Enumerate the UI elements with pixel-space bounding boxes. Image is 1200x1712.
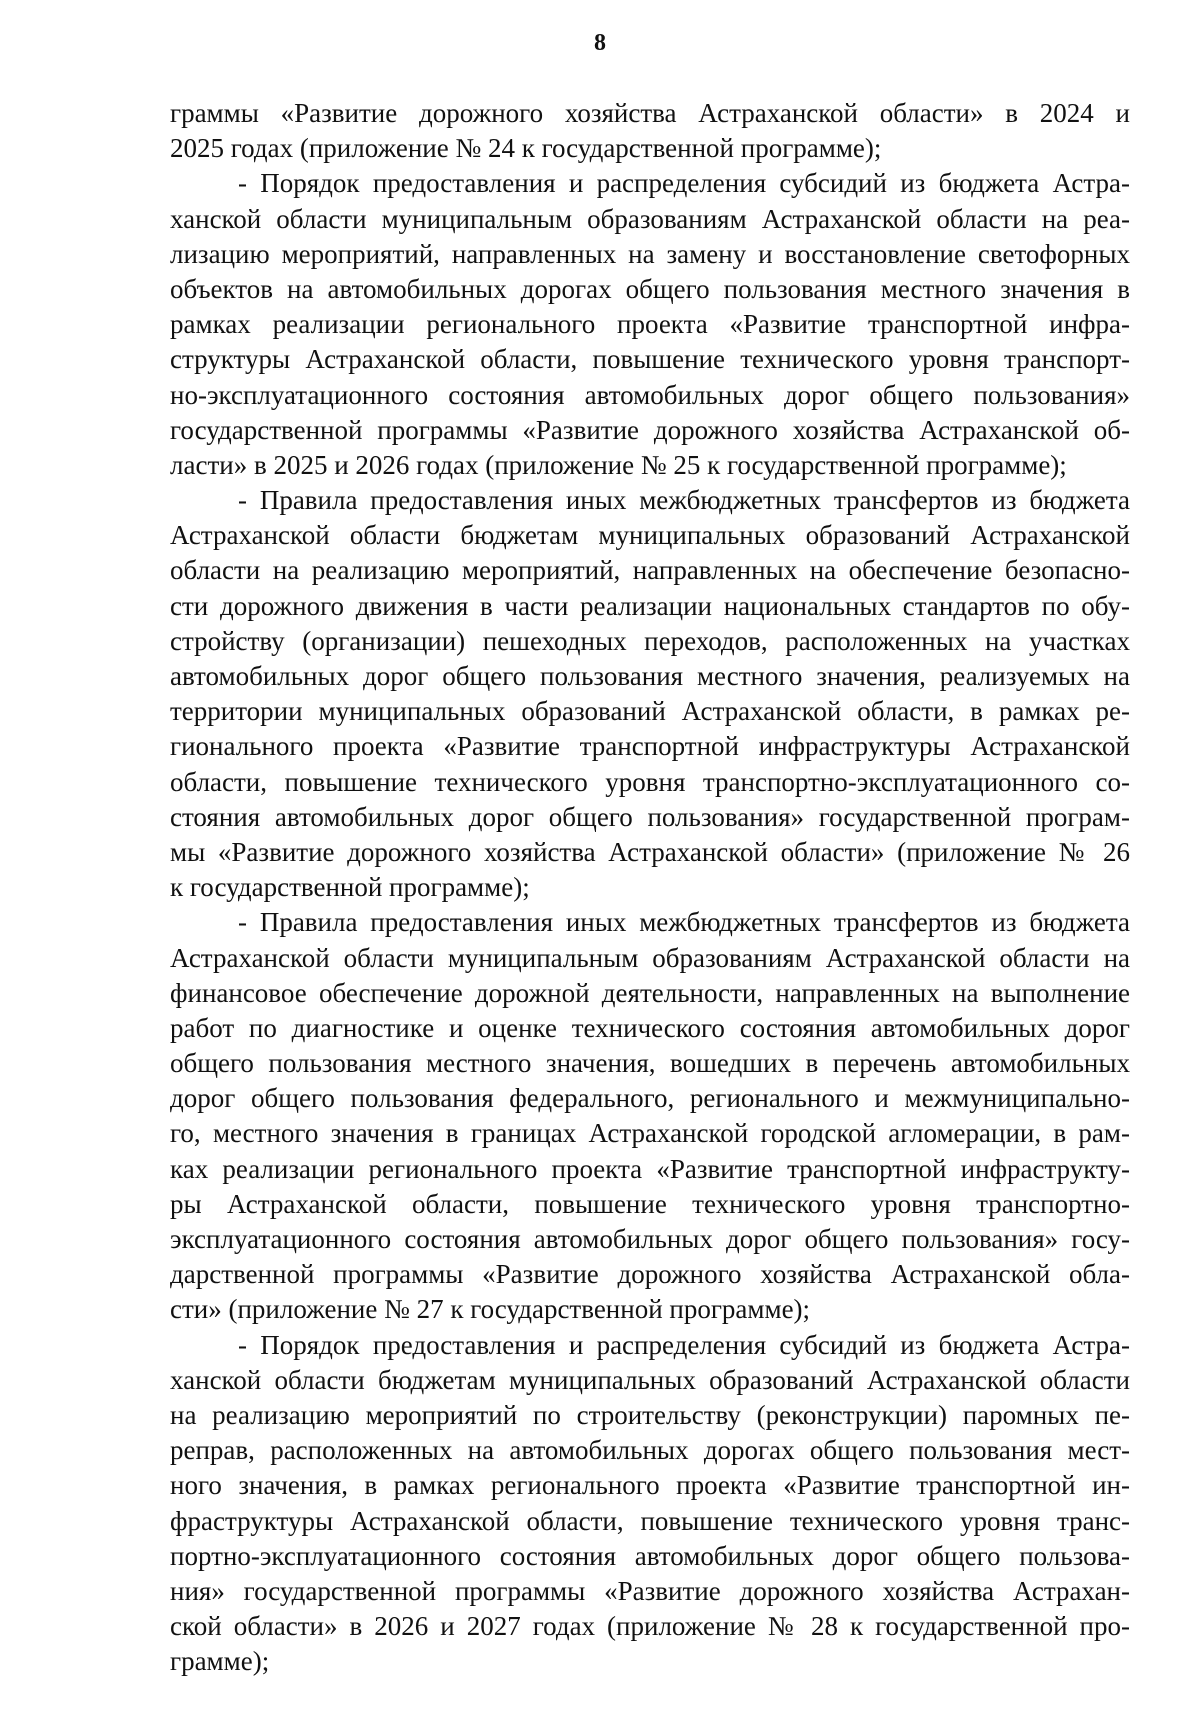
text-line: - Порядок предоставления и распределения субсидий из бюджета Астра-: [238, 168, 1130, 199]
text-line: дорог общего пользования федерального, регионального и межмуниципально-: [170, 1083, 1130, 1114]
text-line: работ по диагностике и оценке технического состояния автомобильных дорог: [170, 1012, 1130, 1043]
text-line: общего пользования местного значения, вошедших в перечень автомобильных: [170, 1048, 1130, 1079]
text-line: гионального проекта «Развитие транспортной инфраструктуры Астраханской: [170, 731, 1130, 762]
text-line: области, повышение технического уровня транспортно-эксплуатационного со-: [170, 766, 1130, 797]
text-line: фраструктуры Астраханской области, повышение технического уровня транс-: [170, 1505, 1130, 1536]
text-line: объектов на автомобильных дорогах общего пользования местного значения в: [170, 273, 1130, 304]
text-line: Астраханской области бюджетам муниципальных образований Астраханской: [170, 520, 1130, 551]
text-line: лизацию мероприятий, направленных на замену и восстановление светофорных: [170, 238, 1130, 269]
text-line: граммы «Развитие дорожного хозяйства Астраханской области» в 2024 и: [170, 98, 1130, 128]
text-line: ния» государственной программы «Развитие дорожного хозяйства Астрахан-: [170, 1575, 1130, 1606]
document-body: [170, 96, 1130, 1679]
text-line: - Порядок предоставления и распределения субсидий из бюджета Астра-: [238, 1329, 1130, 1360]
text-line: на реализацию мероприятий по строительству (реконструкции) паромных пе-: [170, 1399, 1130, 1430]
text-line: ках реализации регионального проекта «Развитие транспортной инфраструкту-: [170, 1153, 1130, 1184]
text-line: Астраханской области муниципальным образованиям Астраханской области на: [170, 942, 1130, 973]
page-number: 8: [594, 30, 606, 56]
text-line: портно-эксплуатационного состояния автомобильных дорог общего пользова-: [170, 1540, 1130, 1571]
text-line: дарственной программы «Развитие дорожного хозяйства Астраханской обла-: [170, 1259, 1130, 1290]
text-line: территории муниципальных образований Астраханской области, в рамках ре-: [170, 696, 1130, 727]
text-line: рамках реализации регионального проекта «Развитие транспортной инфра-: [170, 309, 1130, 340]
text-line: стройству (организации) пешеходных переходов, расположенных на участках: [170, 625, 1130, 656]
text-line: ласти» в 2025 и 2026 годах (приложение № 25 к государственной программе);: [170, 449, 1067, 480]
text-line: к государственной программе);: [170, 872, 530, 903]
text-line: ханской области бюджетам муниципальных образований Астраханской области: [170, 1364, 1130, 1395]
text-line: ханской области муниципальным образованиям Астраханской области на реа-: [170, 203, 1130, 234]
text-line: сти дорожного движения в части реализации национальных стандартов по обу-: [170, 590, 1130, 621]
text-line: эксплуатационного состояния автомобильных дорог общего пользования» госу-: [170, 1224, 1130, 1254]
text-line: - Правила предоставления иных межбюджетных трансфертов из бюджета: [238, 485, 1130, 516]
text-line: реправ, расположенных на автомобильных дорогах общего пользования мест-: [170, 1435, 1130, 1466]
text-line: ного значения, в рамках регионального проекта «Развитие транспортной ин-: [170, 1470, 1130, 1501]
text-line: мы «Развитие дорожного хозяйства Астраханской области» (приложение № 26: [170, 836, 1130, 867]
text-line: но-эксплуатационного состояния автомобильных дорог общего пользования»: [170, 379, 1130, 410]
text-line: ры Астраханской области, повышение технического уровня транспортно-: [170, 1188, 1130, 1219]
text-line: грамме);: [170, 1646, 270, 1677]
text-line: финансовое обеспечение дорожной деятельности, направленных на выполнение: [170, 977, 1130, 1008]
text-line: стояния автомобильных дорог общего пользования» государственной програм-: [170, 801, 1130, 832]
text-line: - Правила предоставления иных межбюджетных трансфертов из бюджета: [238, 907, 1130, 938]
text-line: ской области» в 2026 и 2027 годах (приложение № 28 к государственной про-: [170, 1611, 1130, 1642]
text-line: области на реализацию мероприятий, направленных на обеспечение безопасно-: [170, 555, 1130, 586]
text-line: сти» (приложение № 27 к государственной программе);: [170, 1294, 811, 1325]
text-line: 2025 годах (приложение № 24 к государственной программе);: [170, 133, 882, 164]
text-line: автомобильных дорог общего пользования местного значения, реализуемых на: [170, 661, 1130, 691]
text-line: го, местного значения в границах Астраханской городской агломерации, в рам-: [170, 1118, 1130, 1149]
text-line: государственной программы «Развитие дорожного хозяйства Астраханской об-: [170, 414, 1130, 445]
text-line: структуры Астраханской области, повышение технического уровня транспорт-: [170, 344, 1130, 375]
